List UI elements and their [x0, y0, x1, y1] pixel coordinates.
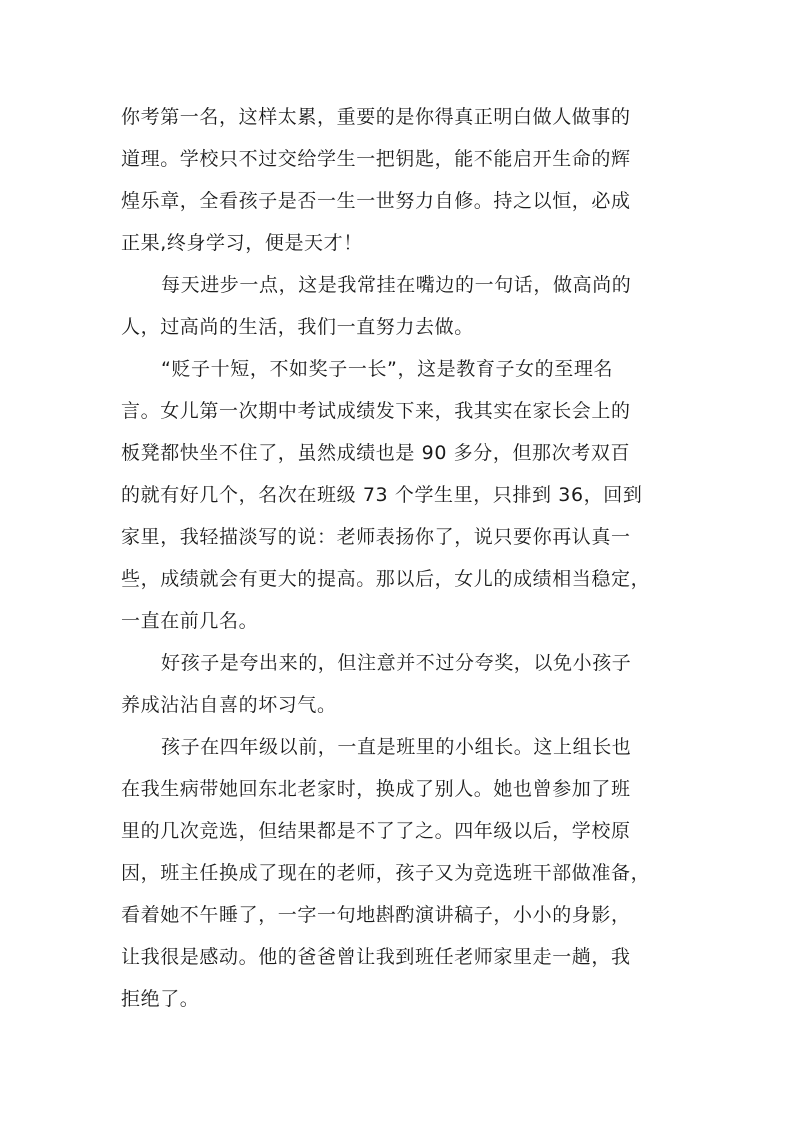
paragraph	[121, 96, 673, 264]
text-line: 因，班主任换成了现在的老师，孩子又为竞选班干部做准备，	[121, 862, 651, 884]
text-line: 里的几次竞选，但结果都是不了了之。四年级以后，学校原	[121, 820, 631, 842]
text-line: 些，成绩就会有更大的提高。那以后，女儿的成绩相当稳定，	[121, 568, 651, 590]
text-line: 让我很是感动。他的爸爸曾让我到班任老师家里走一趟，我	[121, 946, 631, 968]
text-line: 煌乐章，全看孩子是否一生一世努力自修。持之以恒，必成	[121, 190, 631, 212]
text-line: 每天进步一点，这是我常挂在嘴边的一句话，做高尚的	[161, 274, 632, 296]
paragraph	[121, 348, 673, 642]
text-line: “贬子十短，不如奖子一长”，这是教育子女的至理名	[161, 358, 614, 380]
text-line: 一直在前几名。	[121, 610, 259, 632]
text-line: 拒绝了。	[121, 988, 200, 1010]
text-line: 看着她不午睡了，一字一句地斟酌演讲稿子，小小的身影，	[121, 904, 631, 926]
text-line: 板凳都快坐不住了，虽然成绩也是 90 多分，但那次考双百	[121, 442, 631, 464]
paragraph	[121, 726, 673, 1020]
document-body	[121, 96, 673, 1020]
text-line: 孩子在四年级以前，一直是班里的小组长。这上组长也	[161, 736, 632, 758]
paragraph	[121, 264, 673, 348]
text-line: 正果,终身学习，便是天才！	[121, 232, 363, 254]
text-line: 家里，我轻描淡写的说：老师表扬你了，说只要你再认真一	[121, 526, 631, 548]
text-line: 人，过高尚的生活，我们一直努力去做。	[121, 316, 474, 338]
text-line: 道理。学校只不过交给学生一把钥匙，能不能启开生命的辉	[121, 148, 631, 170]
text-line: 言。女儿第一次期中考试成绩发下来，我其实在家长会上的	[121, 400, 631, 422]
text-line: 好孩子是夸出来的，但注意并不过分夸奖，以免小孩子	[161, 652, 632, 674]
text-line: 你考第一名，这样太累，重要的是你得真正明白做人做事的	[121, 106, 631, 128]
text-line: 养成沾沾自喜的坏习气。	[121, 694, 337, 716]
paragraph	[121, 642, 673, 726]
text-line: 在我生病带她回东北老家时，换成了别人。她也曾参加了班	[121, 778, 631, 800]
text-line: 的就有好几个，名次在班级 73 个学生里，只排到 36，回到	[121, 484, 643, 506]
